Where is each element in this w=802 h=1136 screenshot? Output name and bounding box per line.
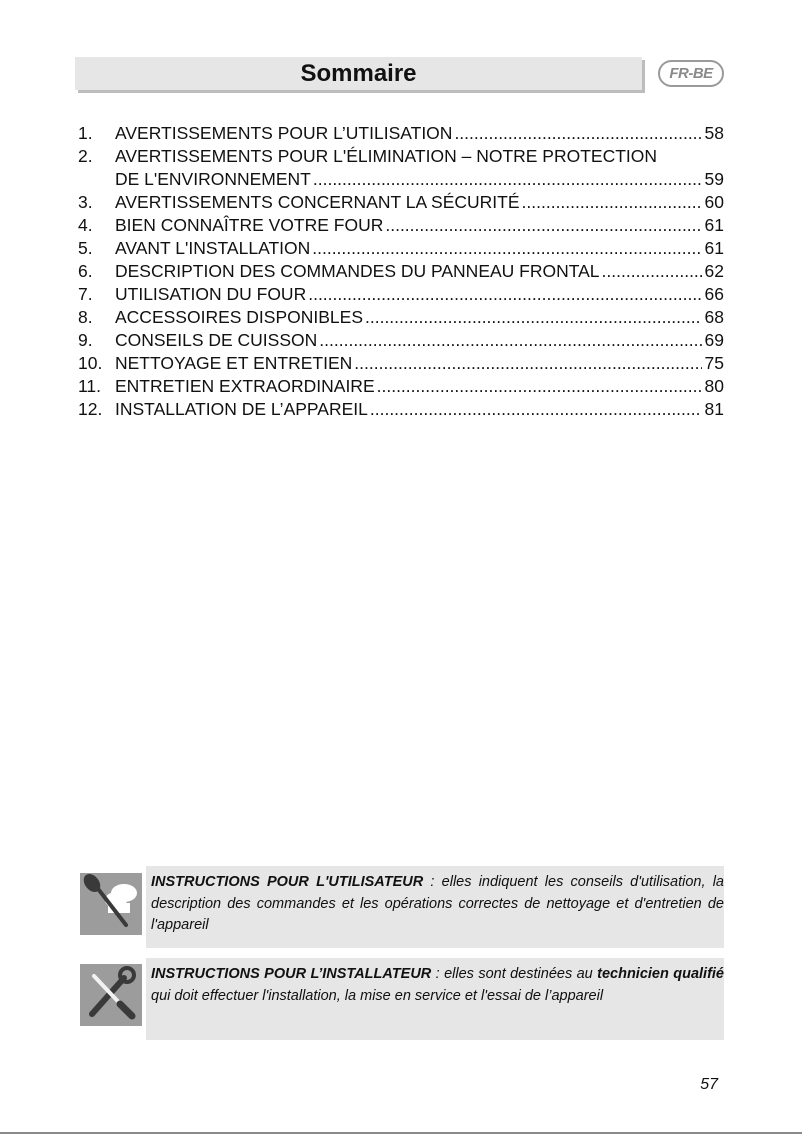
- toc-number: 9.: [78, 330, 93, 350]
- toc-leader: [385, 214, 701, 237]
- toc-number: 5.: [78, 238, 93, 258]
- toc-page: 75: [704, 353, 724, 373]
- toc-item-12[interactable]: [78, 398, 724, 421]
- toc-number: 12.: [78, 399, 103, 419]
- toc-item-5[interactable]: [78, 237, 724, 260]
- toc-page: 62: [704, 261, 724, 281]
- toc-leader: [370, 398, 702, 421]
- toc-item-7[interactable]: [78, 283, 724, 306]
- toc-item-10[interactable]: [78, 352, 724, 375]
- toc-item-4[interactable]: [78, 214, 724, 237]
- page-number: 57: [700, 1076, 718, 1093]
- toc-number: 1.: [78, 123, 93, 143]
- toc-page: 60: [704, 192, 724, 212]
- toc-title: AVERTISSEMENTS CONCERNANT LA SÉCURITÉ: [115, 192, 520, 212]
- toc-leader: [319, 329, 701, 352]
- toc-item-8[interactable]: [78, 306, 724, 329]
- toc-leader: [354, 352, 701, 375]
- toc-title: INSTALLATION DE L’APPAREIL: [115, 399, 368, 419]
- toc-number: 10.: [78, 353, 103, 373]
- toc-page: 61: [704, 215, 724, 235]
- toc-page: 58: [704, 123, 724, 143]
- toc-number: 4.: [78, 215, 93, 235]
- toc-number: 2.: [78, 146, 93, 166]
- installer-note-label: INSTRUCTIONS POUR L’INSTALLATEUR: [151, 966, 432, 982]
- toc-page: 81: [704, 399, 724, 419]
- toc-title: ENTRETIEN EXTRAORDINAIRE: [115, 376, 375, 396]
- toc-page: 69: [704, 330, 724, 350]
- toc-title: AVERTISSEMENTS POUR L’UTILISATION: [115, 123, 453, 143]
- toc-number: 7.: [78, 284, 93, 304]
- toc-title: CONSEILS DE CUISSON: [115, 330, 318, 350]
- toc-item-3[interactable]: [78, 191, 724, 214]
- user-note-label: INSTRUCTIONS POUR L'UTILISATEUR: [151, 874, 424, 890]
- toc-item-1[interactable]: [78, 122, 724, 145]
- toc-leader: [308, 283, 701, 306]
- spoon-chef-hat-icon: [80, 873, 142, 935]
- toc-page: 66: [704, 284, 724, 304]
- toc-title: DESCRIPTION DES COMMANDES DU PANNEAU FRONTAL: [115, 261, 600, 281]
- language-badge: FR-BE: [658, 60, 724, 87]
- toc-number: 11.: [78, 376, 102, 396]
- toc-item-6[interactable]: [78, 260, 724, 283]
- toc-title: AVANT L'INSTALLATION: [115, 238, 311, 258]
- toc-leader: [377, 375, 702, 398]
- toc-item-2[interactable]: [78, 145, 724, 168]
- toc-page: 61: [704, 238, 724, 258]
- toc-leader: [602, 260, 702, 283]
- table-of-contents: [78, 122, 724, 421]
- toc-number: 3.: [78, 192, 93, 212]
- toc-title: NETTOYAGE ET ENTRETIEN: [115, 353, 353, 373]
- toc-item-9[interactable]: [78, 329, 724, 352]
- installer-note-text-before: : elles sont destinées au: [431, 966, 598, 982]
- user-instructions-note: [146, 866, 724, 948]
- toc-title: AVERTISSEMENTS POUR L'ÉLIMINATION – NOTRE PROTECTION: [115, 146, 658, 166]
- toc-leader: [313, 168, 702, 191]
- toc-page: 59: [704, 169, 724, 189]
- toc-title: BIEN CONNAÎTRE VOTRE FOUR: [115, 215, 384, 235]
- toc-number: 6.: [78, 261, 93, 281]
- toc-leader: [454, 122, 701, 145]
- page-title: Sommaire: [300, 60, 417, 87]
- installer-instructions-note: [146, 958, 724, 1040]
- toc-page: 68: [704, 307, 724, 327]
- toc-item-11[interactable]: [78, 375, 724, 398]
- toc-leader: [312, 237, 701, 260]
- toc-title: ACCESSOIRES DISPONIBLES: [115, 307, 363, 327]
- toc-number: 8.: [78, 307, 93, 327]
- installer-note-emphasis: technicien qualifié: [597, 966, 724, 982]
- toc-item-2-continued[interactable]: [78, 168, 724, 191]
- toc-leader: [365, 306, 702, 329]
- title-bar: [75, 57, 642, 90]
- toc-title: UTILISATION DU FOUR: [115, 284, 307, 304]
- toc-page: 80: [704, 376, 724, 396]
- wrench-screwdriver-icon: [80, 964, 142, 1026]
- bottom-divider: [0, 1132, 802, 1134]
- user-note-text: : elles indiquent les conseils d'utilisation, la description des commandes et les opérations correctes de nettoyage et d'entretien de l'appareil: [151, 874, 724, 933]
- toc-title-continued: DE L'ENVIRONNEMENT: [115, 169, 311, 189]
- installer-note-text-after: qui doit effectuer l'installation, la mise en service et l'essai de l’appareil: [151, 987, 604, 1004]
- toc-leader: [522, 191, 702, 214]
